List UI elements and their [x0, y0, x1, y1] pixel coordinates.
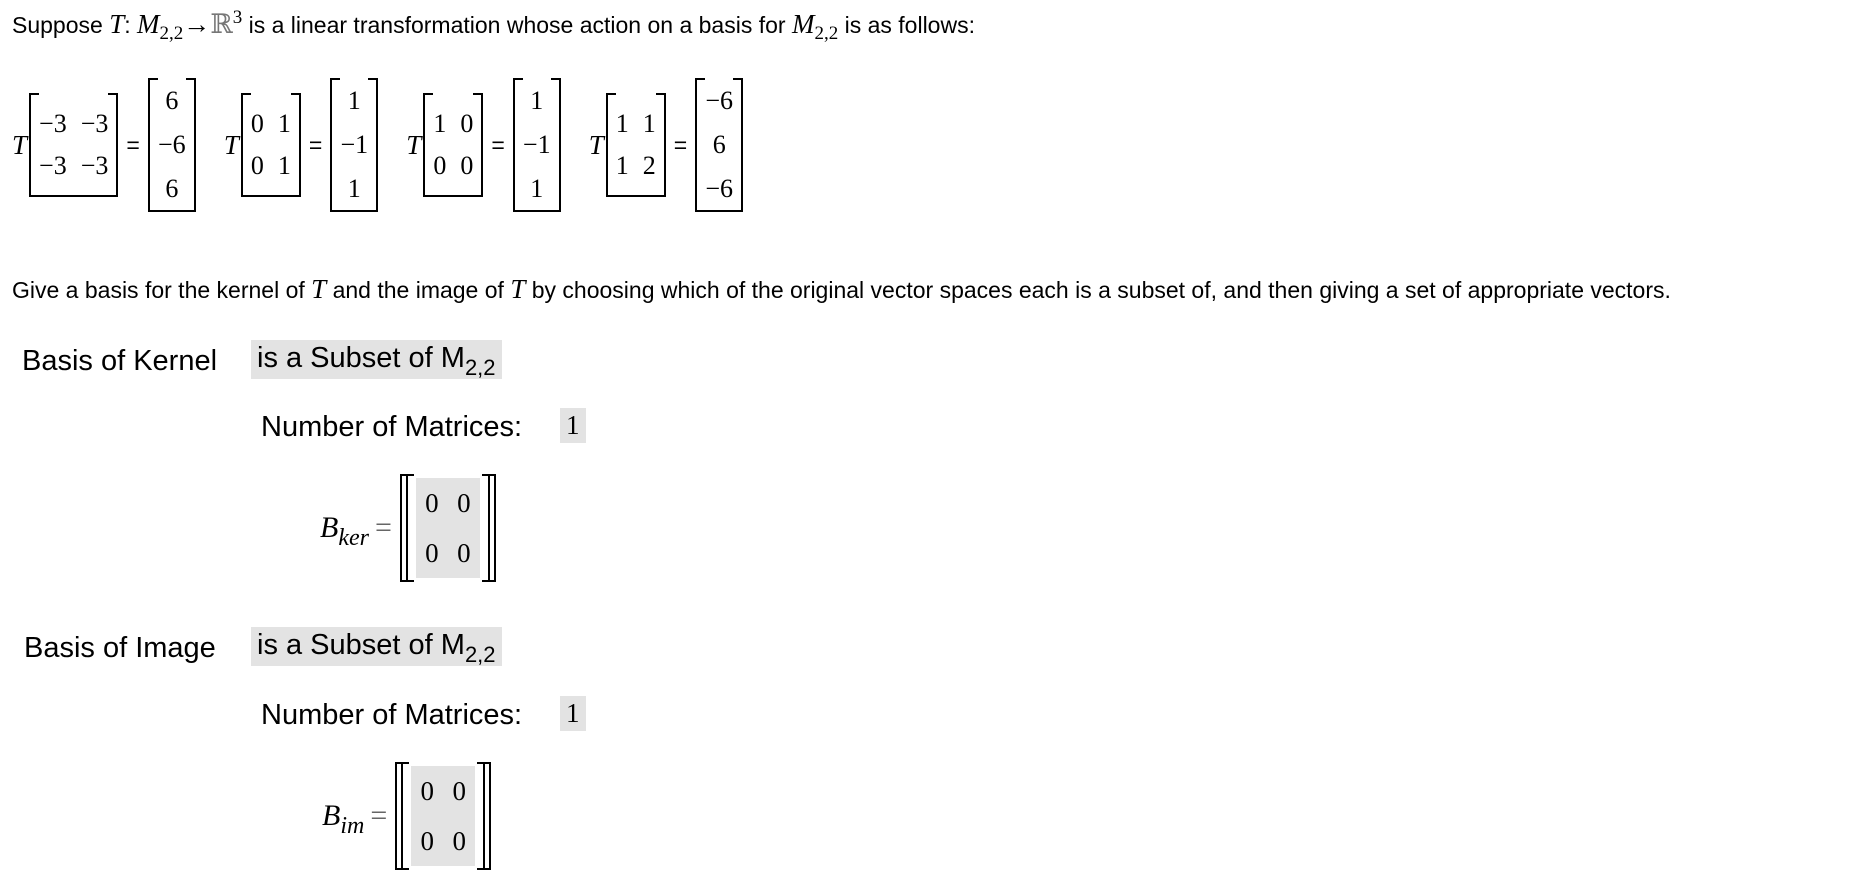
output-vector-bracket [513, 78, 561, 212]
matrix-entry: 0 [433, 151, 447, 180]
kernel-basis [320, 474, 496, 582]
vector-entry: 1 [347, 86, 361, 115]
prompt-text-3: is as follows: [838, 12, 975, 38]
vector-entry: −6 [705, 174, 734, 203]
codomain-superscript: 3 [232, 7, 243, 28]
transform-symbol: T [311, 274, 327, 304]
kernel-section-label: Basis of Kernel [22, 345, 218, 377]
prompt-colon: : [124, 12, 138, 38]
codomain-space: ℝ [210, 9, 233, 39]
image-subset-text: is a Subset of M [257, 629, 465, 661]
image-subset-subscript: 2,2 [464, 642, 496, 667]
kernel-matrix-cell[interactable]: 0 [448, 528, 480, 578]
arrow-symbol: → [183, 9, 211, 39]
input-matrix-bracket [241, 93, 301, 197]
matrix-entry: −3 [39, 151, 67, 180]
equals-sign: = [126, 131, 140, 158]
output-vector [523, 78, 551, 212]
matrix-entry: 2 [642, 151, 656, 180]
matrix-entry: 0 [460, 109, 474, 138]
transform-symbol: T [510, 274, 526, 304]
prompt-text-2: is a linear transformation whose action on a basis for [242, 12, 792, 38]
transform-symbol: T [12, 129, 28, 160]
instructions-part: by choosing which of the original vector spaces each is a subset of, and then giving a set of appropriate vectors. [525, 277, 1671, 303]
image-matrix-cell[interactable]: 0 [411, 816, 443, 866]
image-section-label: Basis of Image [24, 632, 216, 664]
vector-entry: 6 [165, 174, 179, 203]
instructions-text [12, 272, 1671, 307]
input-matrix [39, 93, 108, 197]
basis-space: M [791, 9, 815, 39]
kernel-set-bracket [400, 474, 496, 582]
vector-entry: 1 [530, 174, 544, 203]
vector-entry: 1 [347, 174, 361, 203]
image-matrix-inputs [411, 766, 475, 866]
image-matrix-bracket [401, 762, 485, 870]
matrix-entry: −3 [39, 109, 67, 138]
transform-symbol: T [406, 129, 422, 160]
problem-statement [12, 6, 975, 43]
image-matrix-cell[interactable]: 0 [411, 766, 443, 816]
vector-entry: 1 [530, 86, 544, 115]
output-vector-bracket [148, 78, 196, 212]
output-vector [340, 78, 368, 212]
basis-letter: B [320, 511, 339, 544]
instructions-part: Give a basis for the kernel of [12, 277, 312, 303]
equation-1 [12, 78, 196, 212]
transform-symbol: T [223, 129, 239, 160]
kernel-subset-text: is a Subset of M [257, 342, 465, 374]
matrix-entry: 0 [460, 151, 474, 180]
vector-entry: 6 [165, 86, 179, 115]
input-matrix-bracket [423, 93, 483, 197]
input-matrix [433, 93, 473, 197]
basis-subscript: im [340, 813, 365, 839]
matrix-entry: 1 [615, 151, 629, 180]
output-vector [158, 78, 186, 212]
matrix-entry: −3 [80, 151, 109, 180]
image-basis [322, 762, 491, 870]
vector-entry: −1 [340, 130, 369, 159]
kernel-matrix-cell[interactable]: 0 [416, 478, 448, 528]
kernel-count-input[interactable]: 1 [560, 408, 586, 443]
kernel-matrix-cell[interactable]: 0 [416, 528, 448, 578]
kernel-basis-symbol [320, 511, 369, 551]
vector-entry: 6 [712, 130, 726, 159]
matrix-entry: 1 [277, 109, 291, 138]
image-count-input[interactable]: 1 [560, 696, 586, 731]
image-matrix-cell[interactable]: 0 [443, 816, 475, 866]
matrix-entry: −3 [80, 109, 109, 138]
image-basis-symbol [322, 799, 365, 839]
kernel-matrix-inputs [416, 478, 480, 578]
matrix-entry: 1 [433, 109, 447, 138]
transformation-equations [12, 78, 771, 212]
matrix-entry: 1 [615, 109, 629, 138]
matrix-entry: 0 [250, 151, 264, 180]
input-matrix-bracket [29, 93, 118, 197]
image-subset-dropdown[interactable] [251, 627, 502, 666]
output-vector-bracket [695, 78, 743, 212]
transform-symbol: T [588, 129, 604, 160]
equation-3 [406, 78, 560, 212]
matrix-entry: 1 [642, 109, 656, 138]
domain-space: M [137, 9, 160, 39]
equals-sign: = [308, 131, 323, 158]
kernel-subset-dropdown[interactable] [251, 340, 502, 379]
vector-entry: −6 [705, 86, 734, 115]
input-matrix [616, 93, 656, 197]
basis-letter: B [322, 799, 341, 832]
prompt-text: Suppose [12, 12, 110, 38]
kernel-matrix-cell[interactable]: 0 [448, 478, 480, 528]
instructions-part: and the image of [326, 277, 511, 303]
equals-sign: = [491, 131, 505, 158]
image-matrix-cell[interactable]: 0 [443, 766, 475, 816]
basis-subscript: ker [338, 525, 369, 551]
kernel-subset-subscript: 2,2 [464, 355, 496, 380]
map-symbol: T [109, 9, 125, 39]
vector-entry: −1 [522, 130, 551, 159]
kernel-matrix-bracket [406, 474, 490, 582]
matrix-entry: 0 [250, 109, 264, 138]
equals-sign: = [374, 511, 392, 544]
vector-entry: −6 [157, 130, 186, 159]
equation-2 [224, 78, 378, 212]
input-matrix-bracket [606, 93, 666, 197]
kernel-count-label: Number of Matrices: [261, 411, 523, 443]
input-matrix [251, 93, 291, 197]
image-set-bracket [395, 762, 491, 870]
output-vector-bracket [330, 78, 378, 212]
equals-sign: = [370, 799, 388, 832]
basis-space-subscript: 2,2 [814, 23, 839, 44]
domain-subscript: 2,2 [159, 23, 184, 44]
equation-4 [589, 78, 743, 212]
equals-sign: = [673, 131, 688, 158]
matrix-entry: 1 [277, 151, 291, 180]
output-vector [705, 78, 733, 212]
image-count-label: Number of Matrices: [261, 699, 523, 731]
